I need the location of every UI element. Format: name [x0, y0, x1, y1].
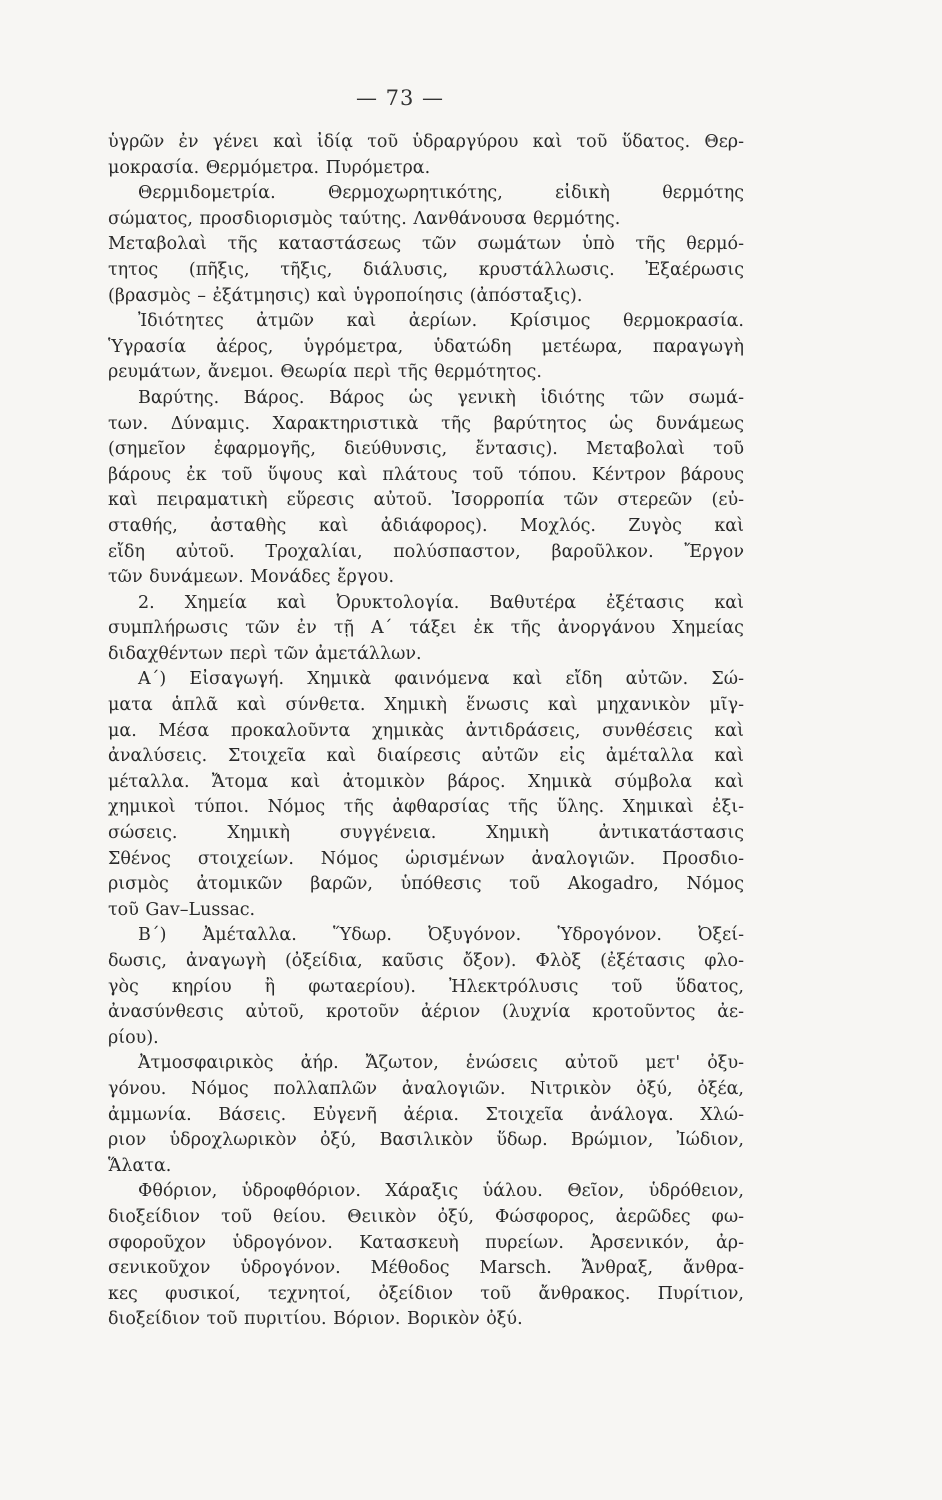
text-line: διδαχθέντων περὶ τῶν ἀμετάλλων.: [108, 643, 422, 664]
text-line: ριον ὑδροχλωρικὸν ὀξύ, Βασιλικὸν ὕδωρ. Βρώμιον, Ἰώδιον,: [108, 1130, 744, 1151]
text-line: ἀνασύνθεσις αὐτοῦ, κροτοῦν ἀέριον (λυχνία κροτοῦντος ἀε-: [108, 1002, 744, 1023]
text-line: σενικοῦχον ὑδρογόνον. Μέθοδος Marsch. Ἄνθραξ, ἄνθρα-: [108, 1258, 744, 1279]
text-line: (σημεῖον ἐφαρμογῆς, διεύθυνσις, ἔντασις). Μεταβολαὶ τοῦ: [108, 439, 744, 460]
text-line: Φθόριον, ὑδροφθόριον. Χάραξις ὑάλου. Θεῖον, ὑδρόθειον,: [138, 1181, 744, 1202]
text-line: τῶν δυνάμεων. Μονάδες ἔργου.: [108, 567, 395, 588]
text-line: (βρασμὸς – ἐξάτμησις) καὶ ὑγροποίησις (ἀπόσταξις).: [108, 285, 583, 306]
text-line: Ἰδιότητες ἀτμῶν καὶ ἀερίων. Κρίσιμος θερμοκρασία.: [138, 311, 744, 332]
text-line: τοῦ Gav–Lussac.: [108, 899, 256, 920]
text-line: γὸς κηρίου ἢ φωταερίου). Ἠλεκτρόλυσις τοῦ ὕδατος,: [108, 976, 744, 997]
text-line: εἴδη αὐτοῦ. Τροχαλίαι, πολύσπαστον, βαροῦλκον. Ἔργον: [108, 541, 744, 562]
text-line: ἀμμωνία. Βάσεις. Εὐγενῆ ἀέρια. Στοιχεῖα ἀνάλογα. Χλώ-: [108, 1104, 744, 1125]
text-line: των. Δύναμις. Χαρακτηριστικὰ τῆς βαρύτητος ὡς δυνάμεως: [108, 413, 744, 434]
text-line: σώσεις. Χημικὴ συγγένεια. Χημικὴ ἀντικατάστασις: [108, 823, 744, 844]
body-text: [108, 130, 744, 1333]
text-line: Ὑγρασία ἀέρος, ὑγρόμετρα, ὑδατώδη μετέωρα, παραγωγὴ: [108, 336, 744, 357]
text-line: ματα ἁπλᾶ καὶ σύνθετα. Χημικὴ ἕνωσις καὶ μηχανικὸν μῖγ-: [108, 695, 744, 716]
page-number: — 73 —: [355, 86, 445, 110]
text-line: Θερμιδομετρία. Θερμοχωρητικότης, εἰδικὴ θερμότης: [138, 183, 744, 204]
text-line: Ἀτμοσφαιρικὸς ἀήρ. Ἄζωτον, ἑνώσεις αὐτοῦ μετ' ὀξυ-: [138, 1053, 744, 1074]
text-line: Α΄) Εἰσαγωγή. Χημικὰ φαινόμενα καὶ εἴδη αὐτῶν. Σώ-: [138, 669, 744, 690]
text-line: ρισμὸς ἀτομικῶν βαρῶν, ὑπόθεσις τοῦ Akogadro, Νόμος: [108, 874, 744, 895]
text-line: συμπλήρωσις τῶν ἐν τῇ Α΄ τάξει ἐκ τῆς ἀνοργάνου Χημείας: [108, 618, 744, 639]
text-line: κες φυσικοί, τεχνητοί, ὀξείδιον τοῦ ἄνθρακος. Πυρίτιον,: [108, 1283, 744, 1304]
text-line: σταθής, ἀσταθὴς καὶ ἀδιάφορος). Μοχλός. Ζυγὸς καὶ: [108, 515, 744, 536]
text-line: Β΄) Ἀμέταλλα. Ὕδωρ. Ὀξυγόνον. Ὑδρογόνον. Ὀξεί-: [138, 925, 744, 946]
text-line: χημικοὶ τύποι. Νόμος τῆς ἀφθαρσίας τῆς ὕλης. Χημικαὶ ἐξι-: [108, 797, 744, 818]
text-line: διοξείδιον τοῦ θείου. Θειικὸν ὀξύ, Φώσφορος, ἀερῶδες φω-: [108, 1206, 744, 1227]
text-line: Σθένος στοιχείων. Νόμος ὡρισμένων ἀναλογιῶν. Προσδιο-: [108, 848, 744, 869]
text-line: δωσις, ἀναγωγὴ (ὀξείδια, καῦσις ὄξον). Φλὸξ (ἐξέτασις φλο-: [108, 951, 744, 971]
text-line: ἀναλύσεις. Στοιχεῖα καὶ διαίρεσις αὐτῶν εἰς ἀμέταλλα καὶ: [108, 746, 744, 767]
text-line: ρευμάτων, ἄνεμοι. Θεωρία περὶ τῆς θερμότητος.: [108, 362, 542, 383]
text-line: μα. Μέσα προκαλοῦντα χημικὰς ἀντιδράσεις, συνθέσεις καὶ: [108, 720, 744, 741]
text-line: μοκρασία. Θερμόμετρα. Πυρόμετρα.: [108, 157, 431, 178]
text-line: Ἅλατα.: [108, 1155, 172, 1176]
text-line: καὶ πειραματικὴ εὕρεσις αὐτοῦ. Ἰσορροπία τῶν στερεῶν (εὐ-: [108, 490, 744, 511]
text-line: Μεταβολαὶ τῆς καταστάσεως τῶν σωμάτων ὑπὸ τῆς θερμό-: [108, 234, 744, 255]
text-line: τητος (πῆξις, τῆξις, διάλυσις, κρυστάλλωσις. Ἐξαέρωσις: [108, 259, 744, 280]
text-line: βάρους ἐκ τοῦ ὕψους καὶ πλάτους τοῦ τόπου. Κέντρον βάρους: [108, 464, 744, 485]
text-line: ρίου).: [108, 1027, 159, 1048]
text-line: γόνου. Νόμος πολλαπλῶν ἀναλογιῶν. Νιτρικὸν ὀξύ, ὀξέα,: [108, 1078, 744, 1099]
text-line: σώματος, προσδιορισμὸς ταύτης. Λανθάνουσα θερμότης.: [108, 208, 621, 229]
text-line: 2. Χημεία καὶ Ὀρυκτολογία. Βαθυτέρα ἐξέτασις καὶ: [138, 592, 744, 613]
text-line: διοξείδιον τοῦ πυριτίου. Βόριον. Βορικὸν ὀξύ.: [108, 1309, 523, 1330]
text-line: ὑγρῶν ἐν γένει καὶ ἰδίᾳ τοῦ ὑδραργύρου καὶ τοῦ ὕδατος. Θερ-: [108, 132, 744, 152]
text-line: σφοροῦχον ὑδρογόνον. Κατασκευὴ πυρείων. Ἀρσενικόν, ἀρ-: [108, 1232, 744, 1253]
text-line: μέταλλα. Ἄτομα καὶ ἀτομικὸν βάρος. Χημικὰ σύμβολα καὶ: [108, 771, 744, 792]
text-line: Βαρύτης. Βάρος. Βάρος ὡς γενικὴ ἰδιότης τῶν σωμά-: [138, 387, 744, 408]
